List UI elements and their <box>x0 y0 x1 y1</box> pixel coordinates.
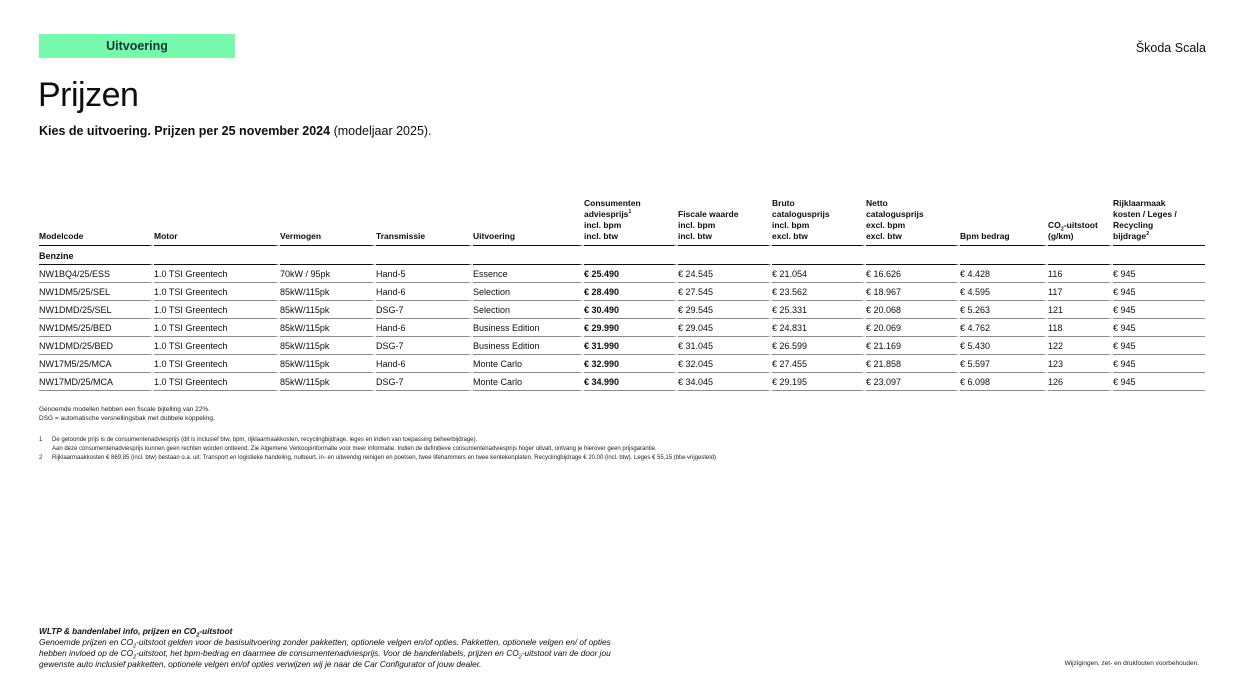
cell-motor: 1.0 TSI Greentech <box>154 265 280 283</box>
header-consumentenadviesprijs <box>584 198 678 246</box>
header-motor: Motor <box>154 198 280 246</box>
header-fiscale-waarde <box>678 198 772 246</box>
cell-motor: 1.0 TSI Greentech <box>154 337 280 355</box>
brand-name: Škoda Scala <box>1135 41 1206 55</box>
cell-vermogen: 85kW/115pk <box>280 301 376 319</box>
table-header-row <box>39 198 1205 246</box>
header-bruto-catalogusprijs <box>772 198 866 246</box>
header-co2-uitstoot <box>1048 198 1113 246</box>
cell-uitvoering: Selection <box>473 283 584 301</box>
cell-fiscale-waarde: € 31.045 <box>678 337 772 355</box>
cell-fiscale-waarde: € 29.045 <box>678 319 772 337</box>
cell-bpm: € 5.263 <box>960 301 1048 319</box>
cell-co2: 118 <box>1048 319 1113 337</box>
header-co2-sub: 2 <box>1060 226 1064 233</box>
header-rijklaar-l4: bijdrage <box>1113 231 1147 241</box>
cell-bruto: € 26.599 <box>772 337 866 355</box>
header-rijklaar-l1: Rijklaarmaak <box>1113 198 1166 208</box>
cell-co2: 117 <box>1048 283 1113 301</box>
cell-uitvoering: Selection <box>473 301 584 319</box>
table-notes <box>39 405 215 423</box>
header-fiscale-l2: incl. bpm <box>678 220 716 230</box>
cell-rijklaar: € 945 <box>1113 337 1205 355</box>
cell-bruto: € 25.331 <box>772 301 866 319</box>
wltp-heading-pre: WLTP & bandenlabel info, prijzen en CO <box>39 626 197 636</box>
header-netto-l3: excl. bpm <box>866 220 906 230</box>
header-consumenten-l2: adviesprijs <box>584 209 629 219</box>
cell-bruto: € 23.562 <box>772 283 866 301</box>
cell-fiscale-waarde: € 34.045 <box>678 373 772 391</box>
cell-bruto: € 24.831 <box>772 319 866 337</box>
footnote-line: Rijklaarmaakkosten € 869,85 (incl. btw) bestaan o.a. uit: Transport en logistieke handeling, nulbeurt, in- en uitwendig reinigen en poetsen, twee lifehammers en twee kentekenplaten. Recyclingbijdrage € 20,00 (incl. btw). Leges € 55,15 (btw-vrijgesteld) <box>52 455 717 461</box>
cell-rijklaar: € 945 <box>1113 319 1205 337</box>
cell-fiscale-waarde: € 27.545 <box>678 283 772 301</box>
cell-co2: 122 <box>1048 337 1113 355</box>
section-tag-label: Uitvoering <box>106 39 168 53</box>
cell-netto: € 23.097 <box>866 373 960 391</box>
cell-netto: € 21.169 <box>866 337 960 355</box>
cell-modelcode: NW17M5/25/MCA <box>39 355 154 373</box>
footnote-1 <box>39 436 716 454</box>
cell-fiscale-waarde: € 24.545 <box>678 265 772 283</box>
header-consumenten-l3: incl. bpm <box>584 220 622 230</box>
subtitle-rest: (modeljaar 2025). <box>330 124 432 138</box>
cell-vermogen: 85kW/115pk <box>280 319 376 337</box>
footnote-ref-1: 1 <box>628 209 632 216</box>
cell-transmissie: Hand-6 <box>376 319 473 337</box>
wltp-heading <box>39 626 629 637</box>
header-co2-post: -uitstoot <box>1063 220 1098 230</box>
wltp-text-part: -uitstoot gelden voor de basisuitvoering zonder pakketten, optionele velgen en/of opties. Pakketten, optionele velgen en/ of opties hebben invloed op de CO <box>39 637 611 658</box>
cell-vermogen: 85kW/115pk <box>280 337 376 355</box>
header-fiscale-l1: Fiscale waarde <box>678 209 739 219</box>
header-vermogen: Vermogen <box>280 198 376 246</box>
header-consumenten-l1: Consumenten <box>584 198 641 208</box>
cell-modelcode: NW1DMD/25/BED <box>39 337 154 355</box>
cell-rijklaar: € 945 <box>1113 301 1205 319</box>
footnote-ref-2: 2 <box>1146 231 1150 238</box>
cell-rijklaar: € 945 <box>1113 355 1205 373</box>
header-co2-unit: (g/km) <box>1048 231 1074 241</box>
cell-vermogen: 85kW/115pk <box>280 283 376 301</box>
cell-modelcode: NW1DMD/25/SEL <box>39 301 154 319</box>
cell-transmissie: DSG-7 <box>376 373 473 391</box>
wltp-text-part: -uitstoot van de door jou gewenste auto inclusief pakketten, optionele velgen en/of opties verwijzen wij je naar de Car Configurator of jouw dealer. <box>39 648 611 669</box>
table-row <box>39 265 1205 283</box>
cell-bruto: € 27.455 <box>772 355 866 373</box>
cell-netto: € 21.858 <box>866 355 960 373</box>
cell-bruto: € 29.195 <box>772 373 866 391</box>
cell-rijklaar: € 945 <box>1113 283 1205 301</box>
wltp-text <box>39 637 629 670</box>
note-line: Genoemde modellen hebben een fiscale bijtelling van 22%. <box>39 406 210 413</box>
page-subtitle <box>39 124 432 138</box>
cell-transmissie: DSG-7 <box>376 337 473 355</box>
header-fiscale-l3: incl. btw <box>678 231 712 241</box>
table-row <box>39 283 1205 301</box>
wltp-heading-post: -uitstoot <box>199 626 233 636</box>
group-row-benzine <box>39 246 1205 265</box>
cell-uitvoering: Monte Carlo <box>473 373 584 391</box>
cell-netto: € 20.068 <box>866 301 960 319</box>
cell-bpm: € 5.430 <box>960 337 1048 355</box>
wltp-text-sub: 2 <box>518 654 522 661</box>
cell-rijklaar: € 945 <box>1113 265 1205 283</box>
cell-modelcode: NW1DM5/25/BED <box>39 319 154 337</box>
cell-fiscale-waarde: € 32.045 <box>678 355 772 373</box>
cell-netto: € 20.069 <box>866 319 960 337</box>
header-bpm-bedrag: Bpm bedrag <box>960 198 1048 246</box>
cell-transmissie: Hand-6 <box>376 283 473 301</box>
cell-motor: 1.0 TSI Greentech <box>154 301 280 319</box>
cell-consumentenadviesprijs: € 28.490 <box>584 283 678 301</box>
note-line: DSG = automatische versnellingsbak met dubbele koppeling. <box>39 415 215 422</box>
cell-bpm: € 4.428 <box>960 265 1048 283</box>
cell-consumentenadviesprijs: € 31.990 <box>584 337 678 355</box>
header-bruto-l1: Bruto <box>772 198 795 208</box>
table-row <box>39 301 1205 319</box>
cell-consumentenadviesprijs: € 30.490 <box>584 301 678 319</box>
footnotes <box>39 436 716 463</box>
wltp-heading-sub: 2 <box>196 632 200 639</box>
cell-netto: € 16.626 <box>866 265 960 283</box>
header-bruto-l2: catalogusprijs <box>772 209 830 219</box>
wltp-info <box>39 626 629 670</box>
cell-uitvoering: Business Edition <box>473 319 584 337</box>
header-bruto-l4: excl. btw <box>772 231 808 241</box>
price-table <box>39 198 1205 391</box>
cell-consumentenadviesprijs: € 34.990 <box>584 373 678 391</box>
table-row <box>39 337 1205 355</box>
header-modelcode: Modelcode <box>39 198 154 246</box>
wltp-text-sub: 2 <box>133 643 137 650</box>
table-row <box>39 319 1205 337</box>
cell-vermogen: 85kW/115pk <box>280 355 376 373</box>
header-netto-catalogusprijs <box>866 198 960 246</box>
header-consumenten-l4: incl. btw <box>584 231 618 241</box>
cell-co2: 126 <box>1048 373 1113 391</box>
subtitle-bold: Kies de uitvoering. Prijzen per 25 november 2024 <box>39 124 331 138</box>
wltp-text-part: -uitstoot, het bpm-bedrag en daarmee de consumentenadviesprijs. Voor de bandenlabels, prijzen en CO <box>136 648 519 658</box>
wltp-text-part: Genoemde prijzen en CO <box>39 637 134 647</box>
cell-transmissie: DSG-7 <box>376 301 473 319</box>
header-bruto-l3: incl. bpm <box>772 220 810 230</box>
table-row <box>39 373 1205 391</box>
cell-vermogen: 70kW / 95pk <box>280 265 376 283</box>
header-netto-l4: excl. btw <box>866 231 902 241</box>
header-rijklaar-l2: kosten / Leges / <box>1113 209 1177 219</box>
cell-uitvoering: Monte Carlo <box>473 355 584 373</box>
footnote-2 <box>39 454 716 463</box>
cell-rijklaar: € 945 <box>1113 373 1205 391</box>
cell-netto: € 18.967 <box>866 283 960 301</box>
cell-consumentenadviesprijs: € 25.490 <box>584 265 678 283</box>
cell-uitvoering: Essence <box>473 265 584 283</box>
page-title: Prijzen <box>38 76 139 114</box>
cell-consumentenadviesprijs: € 29.990 <box>584 319 678 337</box>
cell-bpm: € 4.595 <box>960 283 1048 301</box>
cell-vermogen: 85kW/115pk <box>280 373 376 391</box>
cell-transmissie: Hand-5 <box>376 265 473 283</box>
cell-motor: 1.0 TSI Greentech <box>154 373 280 391</box>
cell-bruto: € 21.054 <box>772 265 866 283</box>
cell-consumentenadviesprijs: € 32.990 <box>584 355 678 373</box>
header-rijklaarmaakkosten <box>1113 198 1205 246</box>
cell-modelcode: NW17MD/25/MCA <box>39 373 154 391</box>
cell-motor: 1.0 TSI Greentech <box>154 355 280 373</box>
header-netto-l2: catalogusprijs <box>866 209 924 219</box>
disclaimer: Wijzigingen, zet- en drukfouten voorbehouden. <box>1064 660 1199 667</box>
footnote-number: 1 <box>39 437 43 443</box>
header-transmissie: Transmissie <box>376 198 473 246</box>
cell-fiscale-waarde: € 29.545 <box>678 301 772 319</box>
cell-transmissie: Hand-6 <box>376 355 473 373</box>
footnote-number: 2 <box>39 455 43 461</box>
footnote-line: De getoonde prijs is de consumentenadviesprijs (dit is inclusief btw, bpm, rijklaarmaakkosten, recyclingbijdrage, leges en indien van toepassing beheerbijdrage). <box>52 437 478 443</box>
cell-uitvoering: Business Edition <box>473 337 584 355</box>
group-label: Benzine <box>39 246 154 265</box>
cell-bpm: € 5.597 <box>960 355 1048 373</box>
cell-motor: 1.0 TSI Greentech <box>154 319 280 337</box>
section-tag <box>39 34 235 58</box>
header-rijklaar-l3: Recycling <box>1113 220 1154 230</box>
cell-bpm: € 4.762 <box>960 319 1048 337</box>
cell-bpm: € 6.098 <box>960 373 1048 391</box>
cell-motor: 1.0 TSI Greentech <box>154 283 280 301</box>
wltp-text-sub: 2 <box>133 654 137 661</box>
header-uitvoering: Uitvoering <box>473 198 584 246</box>
cell-co2: 121 <box>1048 301 1113 319</box>
cell-modelcode: NW1BQ4/25/ESS <box>39 265 154 283</box>
table-row <box>39 355 1205 373</box>
cell-co2: 123 <box>1048 355 1113 373</box>
header-netto-l1: Netto <box>866 198 888 208</box>
cell-co2: 116 <box>1048 265 1113 283</box>
cell-modelcode: NW1DM5/25/SEL <box>39 283 154 301</box>
header-co2-pre: CO <box>1048 220 1061 230</box>
footnote-line: Aan deze consumentenadviesprijs kunnen geen rechten worden ontleend. Zie Algemene Verkoopinformatie voor meer informatie. Indien de definitieve consumentenadviesprijs hoger uitvalt, ontvang je hierover geen prijsgarantie. <box>52 446 657 452</box>
